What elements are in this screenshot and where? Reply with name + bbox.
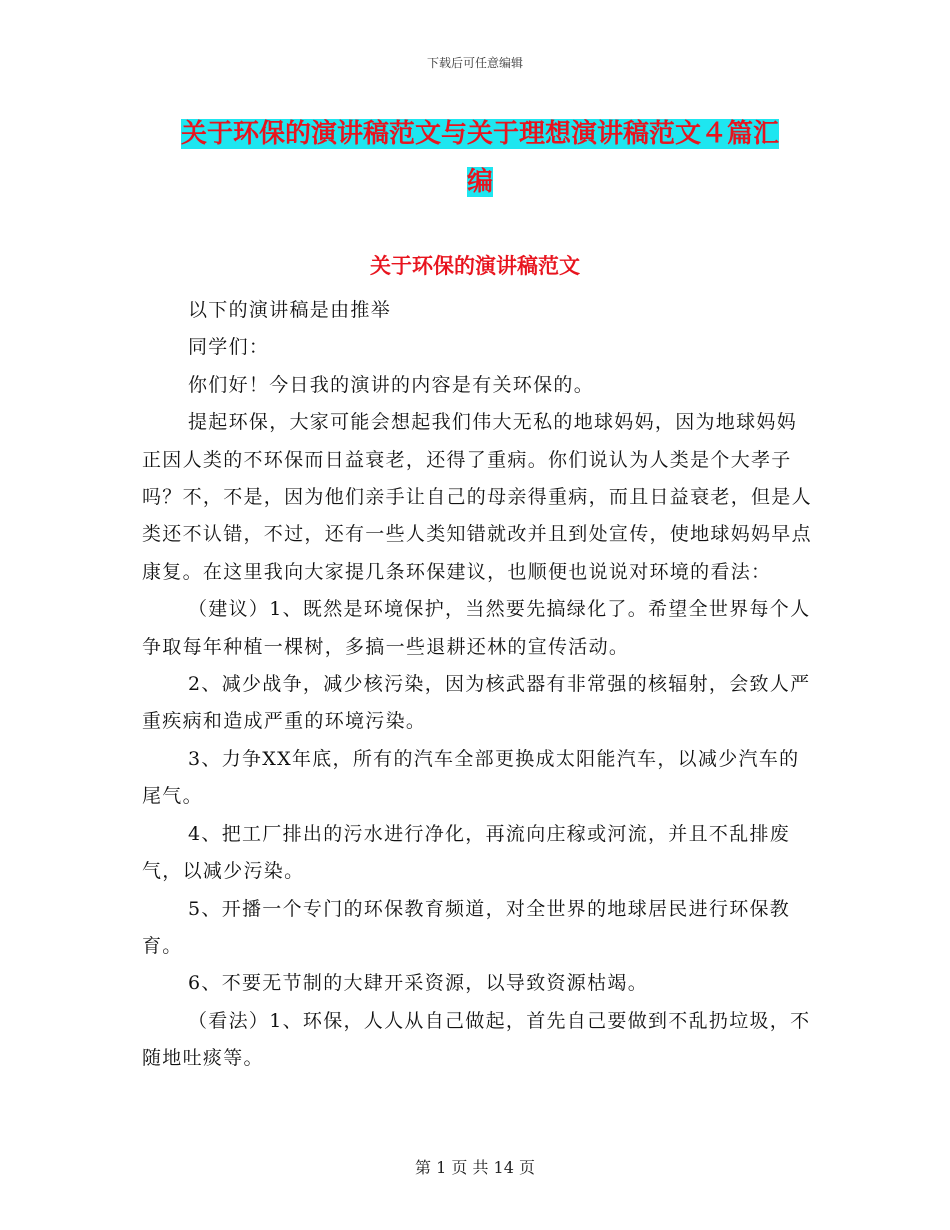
document-title: [140, 110, 820, 206]
paragraph: 5、开播一个专门的环保教育频道，对全世界的地球居民进行环保教育。: [142, 897, 791, 957]
paragraph: （看法）1、环保，人人从自己做起，首先自己要做到不乱扔垃圾，不随地吐痰等。: [142, 1009, 811, 1070]
paragraph: 2、减少战争，减少核污染，因为核武器有非常强的核辐射，会致人严重疾病和造成严重的环境污染。: [142, 673, 811, 733]
body-text: [142, 292, 812, 1078]
paragraph: 同学们：: [188, 336, 270, 359]
paragraph: 6、不要无节制的大肆开采资源，以导致资源枯竭。: [188, 972, 648, 995]
paragraph: 提起环保，大家可能会想起我们伟大无私的地球妈妈，因为地球妈妈正因人类的不环保而日益衰老，还得了重病。你们说认为人类是个大孝子吗？不，不是，因为他们亲手让自己的母亲得重病，而且日益衰老，但是人类还不认错，不过，还有一些人类知错就改并且到处宣传，使地球妈妈早点康复。在这里我向大家提几条环保建议，也顺便也说说对环境的看法：: [142, 411, 812, 583]
page-footer: 第 1 页 共 14 页: [415, 1158, 535, 1177]
document-title-line2: 编: [466, 167, 493, 197]
paragraph: 4、把工厂排出的污水进行净化，再流向庄稼或河流，并且不乱排废气，以减少污染。: [142, 822, 791, 883]
paragraph: 你们好！今日我的演讲的内容是有关环保的。: [188, 373, 595, 396]
paragraph: 以下的演讲稿是由推举: [188, 299, 392, 321]
document-title-line1: 关于环保的演讲稿范文与关于理想演讲稿范文４篇汇: [180, 119, 779, 149]
header-note: 下载后可任意编辑: [426, 56, 523, 70]
paragraph: 3、力争XX年底，所有的汽车全部更换成太阳能汽车，以减少汽车的尾气。: [142, 747, 800, 808]
section-title: 关于环保的演讲稿范文: [370, 253, 580, 278]
paragraph: （建议）1、既然是环境保护，当然要先搞绿化了。希望全世界每个人争取每年种植一棵树，多搞一些退耕还林的宣传活动。: [142, 598, 811, 658]
